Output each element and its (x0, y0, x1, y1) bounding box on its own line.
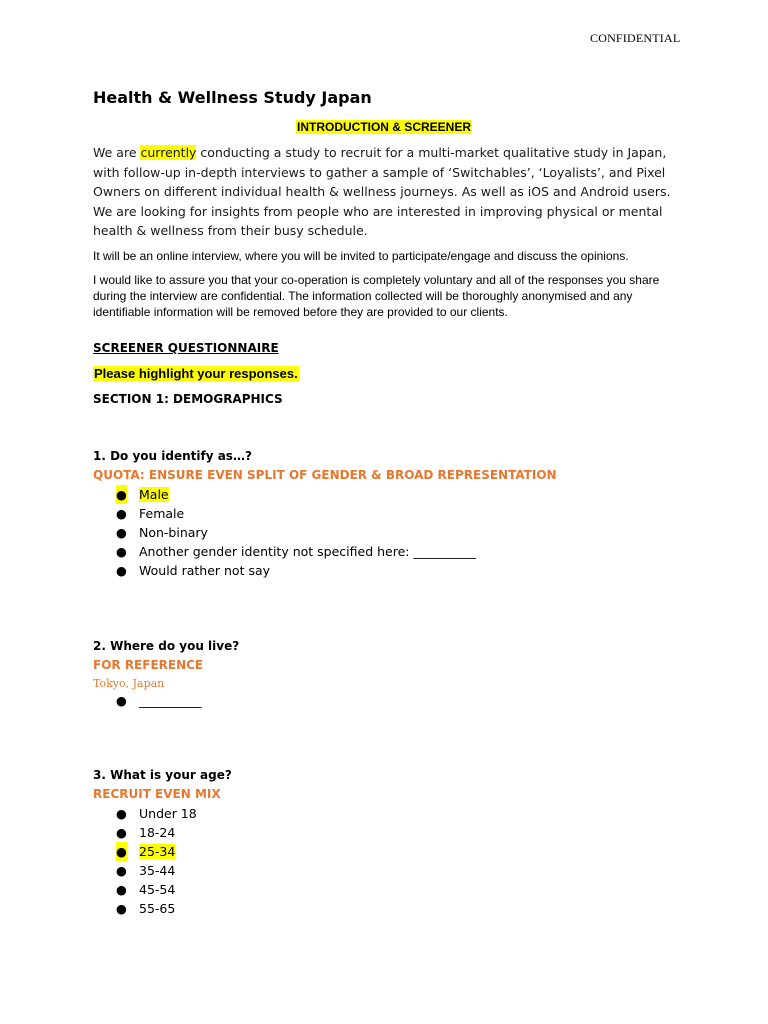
question-2-options (116, 691, 202, 710)
bullet-icon: ● (116, 506, 127, 521)
bullet-icon: ● (116, 863, 127, 878)
document-title: Health & Wellness Study Japan (93, 88, 372, 107)
instruction-text: Please highlight your responses. (94, 366, 298, 381)
option-under-18[interactable] (116, 804, 197, 823)
question-1: 1. Do you identify as…? (93, 449, 252, 463)
question-3: 3. What is your age? (93, 768, 232, 782)
option-label: 55-65 (139, 901, 176, 916)
question-3-options (116, 804, 197, 918)
bullet-icon: ● (116, 901, 127, 916)
confidentiality-paragraph: I would like to assure you that your co-operation is completely voluntary and all of the responses you share during the interview are confidential. The information collected will be thoroughly anonymised and any identifiable information will be removed before they are provided to our clients. (93, 273, 660, 319)
question-2: 2. Where do you live? (93, 639, 240, 653)
option-label: Another gender identity not specified here: __________ (139, 544, 476, 559)
bullet-icon: ● (116, 487, 127, 502)
option-label: 45-54 (139, 882, 176, 897)
bullet-icon: ● (116, 825, 127, 840)
option-label: Under 18 (139, 806, 197, 821)
option-label: 35-44 (139, 863, 176, 878)
bullet-icon: ● (116, 563, 127, 578)
question-1-options (116, 485, 476, 580)
subtitle-text: INTRODUCTION & SCREENER (296, 120, 471, 134)
bullet-icon: ● (116, 844, 127, 859)
option-female[interactable] (116, 504, 476, 523)
option-another-identity[interactable] (116, 542, 476, 561)
option-label: 18-24 (139, 825, 176, 840)
option-35-44[interactable] (116, 861, 197, 880)
option-rather-not-say[interactable] (116, 561, 476, 580)
option-25-34[interactable] (116, 842, 197, 861)
question-2-note: FOR REFERENCE (93, 658, 204, 672)
option-non-binary[interactable] (116, 523, 476, 542)
option-label: __________ (139, 693, 202, 708)
option-label: 25-34 (139, 844, 176, 859)
screener-heading: SCREENER QUESTIONNAIRE (93, 341, 279, 355)
document-subtitle (0, 120, 768, 134)
option-18-24[interactable] (116, 823, 197, 842)
question-2-answer: Tokyo, Japan (93, 677, 165, 690)
option-blank[interactable] (116, 691, 202, 710)
option-male[interactable] (116, 485, 476, 504)
confidential-label: CONFIDENTIAL (590, 31, 681, 45)
intro-text-rest: conducting a study to recruit for a multi-market qualitative study in Japan, with follow-up in-depth interviews to gather a sample of ‘Switchables’, ‘Loyalists’, and Pixel Owners on different individual health & wellness journeys. As well as iOS and Android users. We are looking for insights from people who are interested in improving physical or mental health & wellness from their busy schedule. (93, 145, 671, 238)
intro-text-start: We are (93, 145, 141, 160)
bullet-icon: ● (116, 525, 127, 540)
bullet-icon: ● (116, 544, 127, 559)
option-45-54[interactable] (116, 880, 197, 899)
online-interview-paragraph: It will be an online interview, where you will be invited to participate/engage and discuss the opinions. (93, 249, 629, 263)
bullet-icon: ● (116, 882, 127, 897)
option-label: Female (139, 506, 185, 521)
bullet-icon: ● (116, 806, 127, 821)
option-label: Non-binary (139, 525, 208, 540)
question-1-note: QUOTA: ENSURE EVEN SPLIT OF GENDER & BROAD REPRESENTATION (93, 468, 557, 482)
intro-paragraph (93, 143, 683, 241)
option-55-65[interactable] (116, 899, 197, 918)
question-3-note: RECRUIT EVEN MIX (93, 787, 221, 801)
bullet-icon: ● (116, 693, 127, 708)
section-heading: SECTION 1: DEMOGRAPHICS (93, 392, 283, 406)
intro-highlighted-word: currently (140, 145, 197, 160)
option-label: Male (139, 487, 169, 502)
option-label: Would rather not say (139, 563, 271, 578)
